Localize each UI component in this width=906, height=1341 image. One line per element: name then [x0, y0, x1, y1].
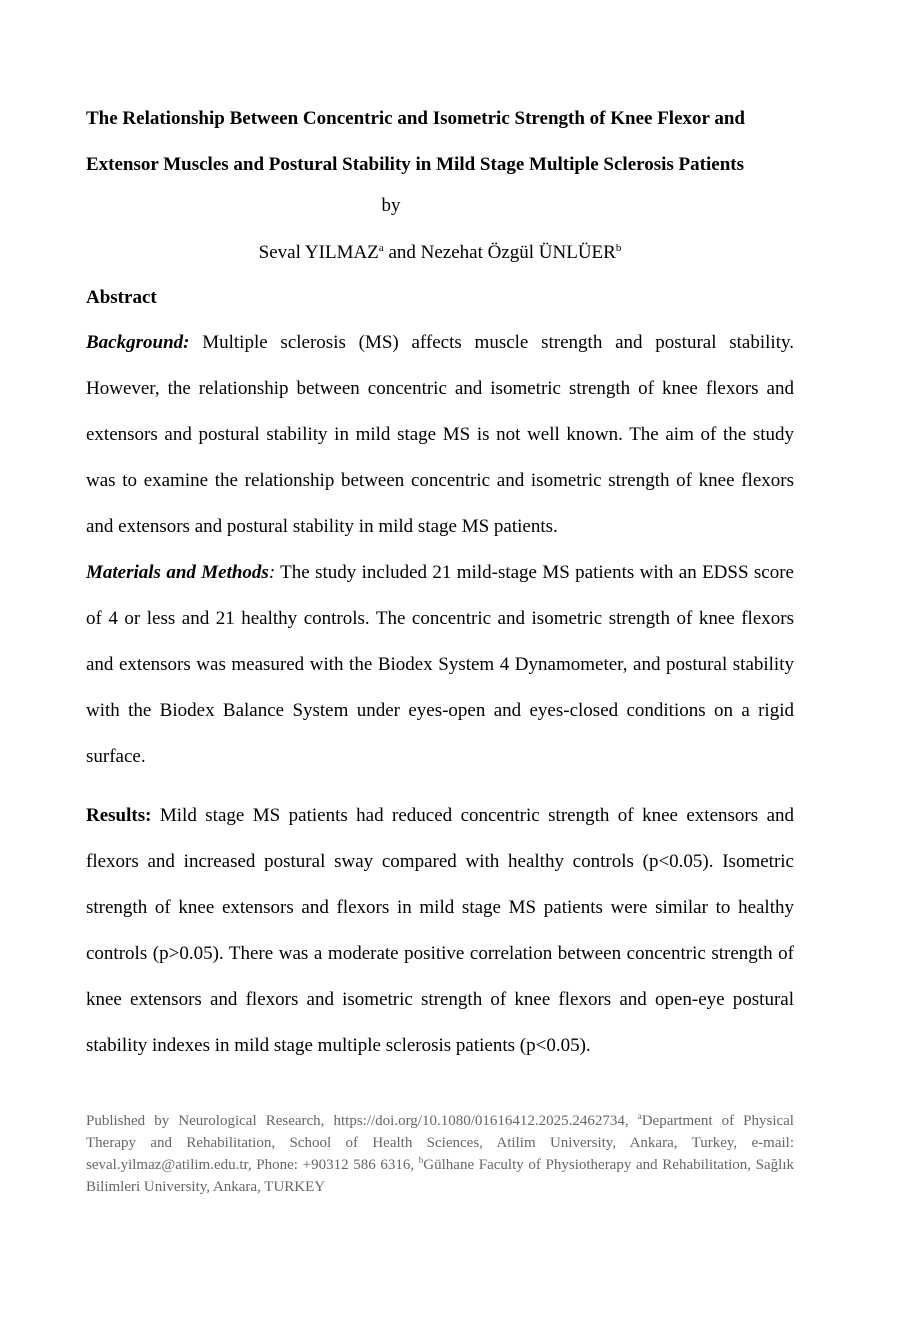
paper-title	[86, 96, 794, 188]
background-label: Background:	[86, 332, 190, 353]
by-line: by	[381, 195, 401, 216]
abstract-background	[86, 320, 794, 550]
authors-joiner: and	[383, 242, 421, 263]
authors	[86, 240, 794, 266]
abstract-heading: Abstract	[86, 287, 157, 308]
author-1-affiliation-mark: a	[378, 242, 384, 254]
title-line-2: Extensor Muscles and Postural Stability in Mild Stage Multiple Sclerosis Patients	[86, 154, 744, 175]
footnote-part-2: Department of Physical Therapy and Rehabilitation, School of Health Sciences, Atilim University, Ankara, Turkey, e-mail: seval.yilmaz@atilim.edu.tr, Phone: +90312 586 6316,	[86, 1113, 794, 1173]
methods-text: The study included 21 mild-stage MS patients with an EDSS score of 4 or less and 21 healthy controls. The concentric and isometric strength of knee flexors and extensors was measured with the Biodex System 4 Dynamometer, and postural stability with the Biodex Balance System under eyes-open and eyes-closed conditions on a rigid surface.	[86, 562, 794, 767]
methods-colon: :	[268, 562, 276, 583]
results-label: Results:	[86, 805, 152, 826]
background-text: Multiple sclerosis (MS) affects muscle strength and postural stability. However, the relationship between concentric and isometric strength of knee flexors and extensors and postural stability in mild stage MS is not well known. The aim of the study was to examine the relationship between concentric and isometric strength of knee flexors and extensors and postural stability in mild stage MS patients.	[86, 332, 794, 537]
footnote-mark-a: a	[637, 1111, 642, 1121]
methods-label: Materials and Methods	[86, 562, 269, 583]
footnote-part-3: Gülhane Faculty of Physiotherapy and Rehabilitation, Sağlık Bilimleri University, Ankara, TURKEY	[86, 1157, 795, 1195]
publication-footnote	[86, 1110, 794, 1198]
title-line-1: The Relationship Between Concentric and Isometric Strength of Knee Flexor and	[86, 108, 745, 129]
author-1: Seval YILMAZ	[258, 242, 379, 263]
author-2: Nezehat Özgül ÜNLÜER	[420, 242, 616, 263]
author-2-affiliation-mark: b	[615, 242, 622, 254]
abstract-methods	[86, 550, 794, 780]
abstract-results	[86, 793, 794, 1069]
footnote-mark-b: b	[418, 1155, 424, 1165]
results-text: Mild stage MS patients had reduced concentric strength of knee extensors and flexors and increased postural sway compared with healthy controls (p<0.05). Isometric strength of knee extensors and flexors in mild stage MS patients were similar to healthy controls (p>0.05). There was a moderate positive correlation between concentric strength of knee extensors and flexors and isometric strength of knee flexors and open-eye postural stability indexes in mild stage multiple sclerosis patients (p<0.05).	[86, 805, 794, 1056]
footnote-part-1: Published by Neurological Research, https://doi.org/10.1080/01616412.2025.2462734,	[86, 1113, 638, 1129]
